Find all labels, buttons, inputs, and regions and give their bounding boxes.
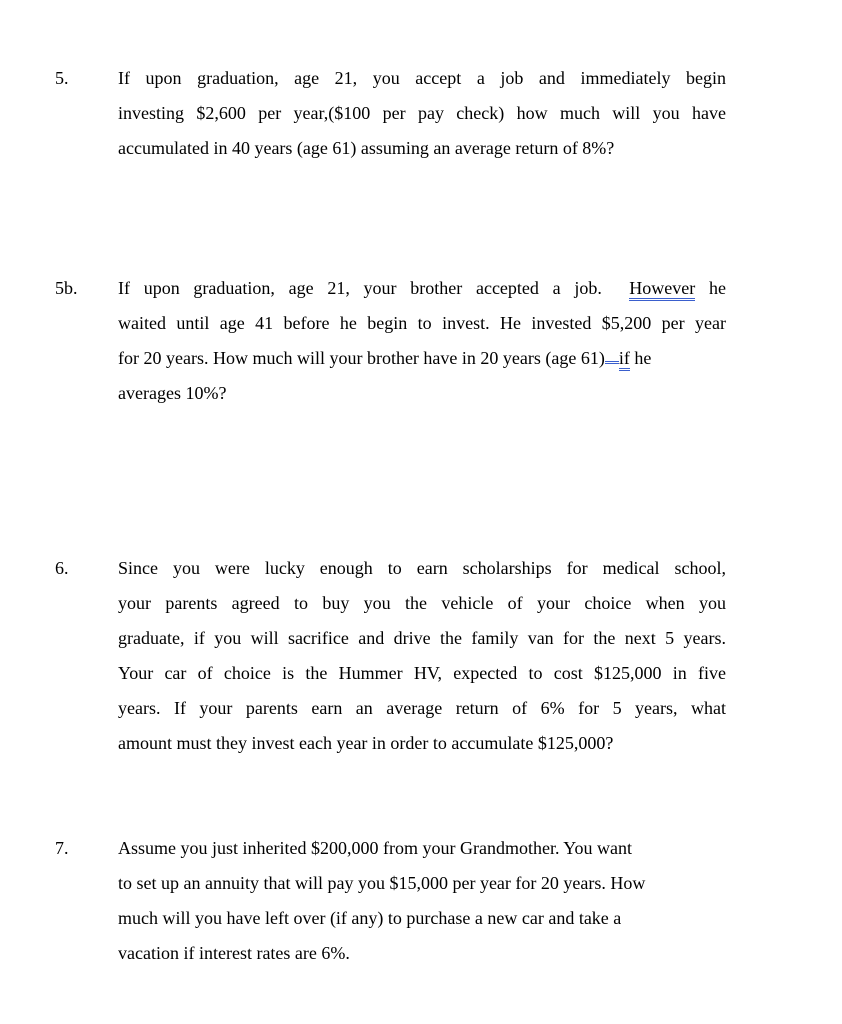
text-line — [118, 341, 726, 376]
text-line: Assume you just inherited $200,000 from your Grandmother. You want — [118, 838, 632, 858]
problem-text — [118, 831, 726, 971]
text-line: accumulated in 40 years (age 61) assuming an average return of 8%? — [118, 138, 615, 158]
text-line: to set up an annuity that will pay you $15,000 per year for 20 years. How — [118, 873, 646, 893]
text-line: much will you have left over (if any) to purchase a new car and take a — [118, 908, 622, 928]
underlined-word: if — [619, 348, 630, 371]
underline-mark — [605, 360, 619, 364]
text-segment: he — [709, 278, 727, 298]
text-line: amount must they invest each year in order to accumulate $125,000? — [118, 733, 614, 753]
text-line — [118, 271, 726, 306]
problem-text — [118, 551, 726, 761]
text-line: graduate, if you will sacrifice and drive the family van for the next 5 years. — [118, 628, 726, 648]
text-line: If upon graduation, age 21, you accept a job and immediately begin — [118, 68, 726, 88]
text-line: investing $2,600 per year,($100 per pay check) how much will you have — [118, 103, 726, 123]
problem-text — [118, 61, 726, 166]
problem-number: 5b. — [55, 278, 78, 298]
text-segment: for 20 years. How much will your brother have in 20 years (age 61) — [118, 348, 605, 368]
text-line: waited until age 41 before he begin to invest. He invested $5,200 per year — [118, 313, 726, 333]
text-line: Your car of choice is the Hummer HV, expected to cost $125,000 in five — [118, 663, 726, 683]
problem-number: 7. — [55, 838, 69, 858]
text-line: your parents agreed to buy you the vehicle of your choice when you — [118, 593, 726, 613]
text-line: Since you were lucky enough to earn scholarships for medical school, — [118, 558, 726, 578]
text-line: vacation if interest rates are 6%. — [118, 943, 350, 963]
text-line: years. If your parents earn an average return of 6% for 5 years, what — [118, 698, 726, 718]
problem-number: 5. — [55, 68, 69, 88]
text-segment: If upon graduation, age 21, your brother accepted a job. — [118, 278, 602, 298]
text-segment: he — [634, 348, 652, 368]
text-line: averages 10%? — [118, 383, 227, 403]
problem-number: 6. — [55, 558, 69, 578]
problem-text — [118, 271, 726, 411]
underlined-word: However — [629, 278, 695, 301]
